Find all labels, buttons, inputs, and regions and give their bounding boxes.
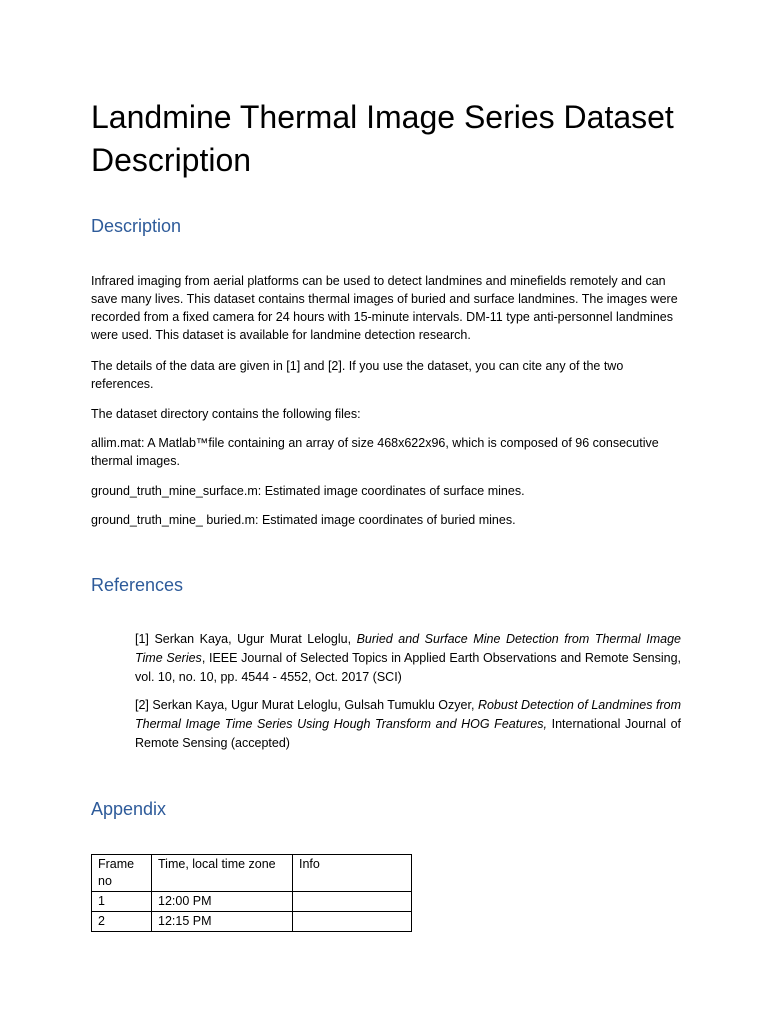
cell-time: 12:00 PM <box>152 892 293 912</box>
file-description: A Matlab™file containing an array of size 468x622x96, which is composed of 96 consecutive thermal images. <box>91 436 659 468</box>
header-time: Time, local time zone <box>152 855 293 892</box>
reference-title: Robust Detection of Landmines from Thermal Image Time Series Using Hough Transform and HOG Features, <box>135 698 681 731</box>
reference-venue: International Journal of Remote Sensing (accepted) <box>135 717 682 750</box>
file-name: ground_truth_mine_surface.m: <box>91 484 262 498</box>
frame-table <box>91 854 412 932</box>
reference-title: Buried and Surface Mine Detection from Thermal Image Time Series <box>135 632 681 665</box>
reference-number: [2] <box>135 698 153 712</box>
file-entry <box>91 511 683 529</box>
description-heading: Description <box>91 216 182 236</box>
reference-number: [1] <box>135 632 155 646</box>
citation-paragraph: The details of the data are given in [1] and [2]. If you use the dataset, you can cite any of the two references. <box>91 359 624 391</box>
file-name: ground_truth_mine_ buried.m: <box>91 513 259 527</box>
cell-info <box>293 892 412 912</box>
reference-entry <box>135 630 681 687</box>
table-row <box>92 892 412 912</box>
cell-info <box>293 912 412 932</box>
document-title: Landmine Thermal Image Series Dataset Description <box>91 99 674 178</box>
reference-venue: , IEEE Journal of Selected Topics in Applied Earth Observations and Remote Sensing, vol. 10, no. 10, pp. 4544 - 4552, Oct. 2017 (SCI) <box>135 651 682 684</box>
file-description: Estimated image coordinates of buried mines. <box>258 513 516 527</box>
reference-authors: Serkan Kaya, Ugur Murat Leloglu, <box>154 632 357 646</box>
file-entry <box>91 434 683 470</box>
appendix-heading: Appendix <box>91 799 167 819</box>
description-paragraph: Infrared imaging from aerial platforms can be used to detect landmines and minefields remotely and can save many lives. This dataset contains thermal images of buried and surface landmines. The images were recorded from a fixed camera for 24 hours with 15-minute intervals. DM-11 type anti-personnel landmines were used. This dataset is available for landmine detection research. <box>91 274 678 342</box>
table-header-row <box>92 855 412 892</box>
header-info: Info <box>293 855 412 892</box>
file-entry <box>91 482 683 500</box>
cell-frame-no: 1 <box>92 892 152 912</box>
file-description: Estimated image coordinates of surface mines. <box>261 484 525 498</box>
file-name: allim.mat: <box>91 436 145 450</box>
cell-time: 12:15 PM <box>152 912 293 932</box>
directory-paragraph: The dataset directory contains the following files: <box>91 407 361 421</box>
header-frame-no: Frame no <box>92 855 152 892</box>
references-heading: References <box>91 575 184 595</box>
table-row <box>92 912 412 932</box>
reference-entry <box>135 696 681 753</box>
reference-authors: Serkan Kaya, Ugur Murat Leloglu, Gulsah Tumuklu Ozyer, <box>152 698 478 712</box>
cell-frame-no: 2 <box>92 912 152 932</box>
